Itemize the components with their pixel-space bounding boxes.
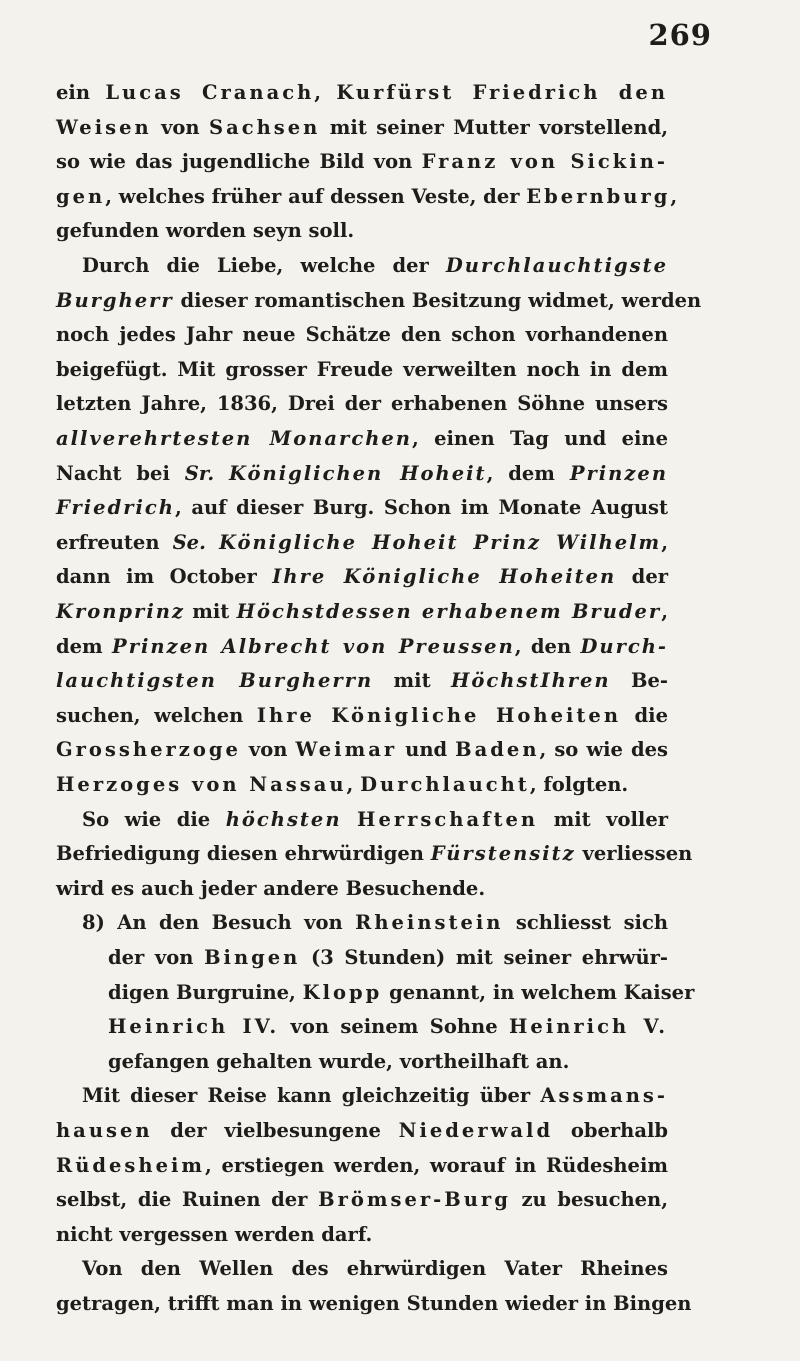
text-run: Franz von Sickin- [421, 150, 668, 174]
text-run: , den [514, 634, 581, 658]
text-run: Se. [172, 530, 206, 554]
text-run: schliesst sich [503, 911, 669, 935]
page-number: 269 [648, 18, 712, 52]
text-run: So wie die [82, 807, 226, 831]
text-run: Sachsen [209, 115, 321, 139]
text-line [56, 530, 668, 556]
text-run: Kronprinz [56, 600, 185, 623]
text-line [56, 461, 668, 487]
text-run: Fürstensitz [430, 842, 576, 866]
text-line [56, 564, 668, 590]
text-run: Durch- [580, 634, 668, 658]
text-run: von [240, 738, 296, 762]
text-line [82, 1083, 668, 1109]
text-run: getragen, trifft man in wenigen Stunden wieder in Bingen [56, 1292, 692, 1315]
text-run: , [346, 773, 361, 796]
text-run: genannt, in welchem Kaiser [382, 980, 695, 1004]
text-run: Niederwald [398, 1119, 554, 1142]
text-line [56, 115, 668, 141]
text-run [206, 531, 219, 554]
text-line [82, 910, 668, 936]
text-run: Bingen [204, 946, 301, 969]
text-run: von [151, 115, 210, 139]
text-run: die [621, 703, 668, 727]
text-run: , auf dieser Burg. Schon im Monate August [174, 496, 668, 520]
text-run: Kurfürst Friedrich den [336, 81, 668, 104]
text-run: ein [56, 81, 106, 104]
text-line [56, 703, 668, 729]
text-run: dem [56, 634, 113, 658]
text-run: , einen Tag und eine [411, 427, 669, 450]
text-run: lauchtigsten Burgherrn [56, 669, 374, 693]
text-line [56, 1222, 372, 1248]
text-line [56, 599, 668, 625]
text-run: gefunden worden seyn soll. [56, 219, 355, 243]
text-run: , welches früher auf dessen Veste, der [105, 184, 527, 208]
text-run: , so wie des [539, 738, 668, 762]
text-run: der [616, 565, 668, 589]
text-line [108, 1014, 668, 1040]
text-line [108, 980, 694, 1006]
text-run: Von den Wellen des ehrwürdigen Vater Rheines [82, 1257, 668, 1281]
text-run: allverehrtesten Monarchen [56, 427, 412, 450]
text-line [56, 322, 668, 348]
text-run: Baden [455, 738, 540, 762]
text-run: noch jedes Jahr neue Schätze den schon vorhandenen [56, 323, 668, 347]
text-run: dieser romantischen Besitzung widmet, werden [173, 288, 702, 312]
text-run: der vielbesungene [152, 1119, 399, 1142]
text-run: Sr. [184, 461, 215, 485]
text-run: Burgherr [56, 288, 174, 312]
text-run: suchen, welchen [56, 703, 257, 727]
text-line [56, 1291, 691, 1317]
text-run: (3 Stunden) mit seiner ehrwür- [300, 946, 668, 969]
text-line [56, 357, 668, 383]
text-run: , [314, 81, 337, 104]
text-line [56, 876, 485, 902]
text-run: von seinem Sohne [279, 1015, 509, 1039]
text-run: wird es auch jeder andere Besuchende. [56, 876, 486, 900]
text-line [82, 1256, 668, 1282]
text-run: verliessen [575, 842, 693, 866]
text-run: , erstiegen werden, worauf in Rüdesheim [205, 1153, 668, 1177]
text-run: , dem [486, 461, 570, 485]
text-run: oberhalb [553, 1119, 668, 1142]
text-run: Herzoges von Nassau [56, 773, 347, 796]
text-line [56, 1153, 668, 1179]
text-run: Ebernburg [526, 184, 671, 208]
text-run: Durchlauchtigste [445, 254, 668, 277]
text-run: Grossherzoge [56, 738, 241, 762]
text-line [56, 668, 668, 694]
text-run: zu besuchen, [510, 1188, 668, 1212]
text-run: letzten Jahre, 1836, Drei der erhabenen Söhne unsers [56, 392, 668, 416]
text-run: hausen [56, 1119, 153, 1142]
text-run: mit seiner Mutter vorstellend, [320, 115, 669, 139]
text-run: Lucas Cranach [105, 81, 315, 104]
text-run: höchsten [225, 807, 342, 831]
text-run: Ihre Königliche Hoheiten [272, 565, 617, 589]
text-line [56, 218, 354, 244]
text-run [342, 808, 358, 831]
text-run: , [661, 530, 668, 554]
text-line [56, 288, 701, 314]
text-run: Brömser-Burg [318, 1188, 511, 1212]
text-run: Klopp [302, 980, 383, 1004]
text-run: Nacht bei [56, 461, 185, 485]
text-line [108, 1049, 569, 1075]
text-run: Durch die Liebe, welche der [82, 254, 446, 277]
text-run: Herrschaften [357, 807, 539, 831]
text-run: Prinzen [569, 461, 669, 485]
text-line [56, 149, 668, 175]
text-run: nicht vergessen werden darf. [56, 1222, 373, 1246]
text-line [56, 1187, 668, 1213]
text-run [214, 462, 229, 485]
text-line [56, 184, 677, 210]
text-run: Durchlaucht [360, 773, 530, 796]
text-run: Rheinstein [355, 911, 504, 935]
text-run: beigefügt. Mit grosser Freude verweilten noch in dem [56, 357, 668, 381]
text-run: , [661, 600, 668, 623]
text-run: Heinrich IV. [108, 1015, 280, 1039]
text-line [82, 807, 668, 833]
text-run: Weisen [56, 115, 152, 139]
text-line [56, 737, 668, 763]
text-run: gen [56, 184, 106, 208]
text-run: gefangen gehalten wurde, vortheilhaft an. [108, 1049, 570, 1073]
text-run: mit voller [538, 807, 668, 831]
text-run: Heinrich V. [508, 1015, 669, 1039]
text-run: erfreuten [56, 530, 173, 554]
text-run: Ihre Königliche Hoheiten [256, 703, 621, 727]
text-run: Rüdesheim [56, 1153, 206, 1177]
text-run: Prinzen Albrecht von Preussen [112, 634, 515, 658]
text-line [82, 253, 668, 279]
text-line [56, 634, 668, 660]
text-run: Königlichen Hoheit [229, 461, 487, 485]
text-run: , folgten. [529, 773, 629, 796]
text-run: , [670, 184, 678, 208]
text-line [56, 1118, 668, 1144]
text-run: Friedrich [56, 496, 175, 520]
text-line [56, 772, 628, 798]
text-run: Be- [610, 669, 668, 693]
text-run: dann im October [56, 565, 273, 589]
text-line [56, 841, 692, 867]
text-run: und [397, 738, 456, 762]
text-run: digen Burgruine, [108, 980, 303, 1004]
text-line [56, 426, 668, 452]
text-run: mit [373, 669, 451, 693]
text-run: HöchstIhren [450, 669, 611, 693]
text-run: Höchstdessen erhabenem Bruder [236, 600, 662, 623]
text-run: mit [184, 600, 237, 623]
text-run: Weimar [295, 738, 398, 762]
text-run: Königliche Hoheit Prinz Wilhelm [218, 530, 662, 554]
text-line [56, 391, 668, 417]
text-run: Mit dieser Reise kann gleichzeitig über [82, 1084, 541, 1108]
text-run: der von [108, 946, 205, 969]
text-run: 8) An den Besuch von [82, 911, 356, 935]
text-line [56, 80, 668, 106]
text-run: Assmans- [540, 1084, 668, 1108]
text-run: Befriedigung diesen ehrwürdigen [56, 842, 431, 866]
text-line [108, 945, 668, 971]
text-run: so wie das jugendliche Bild von [56, 150, 422, 174]
text-line [56, 495, 668, 521]
text-run: selbst, die Ruinen der [56, 1188, 319, 1212]
